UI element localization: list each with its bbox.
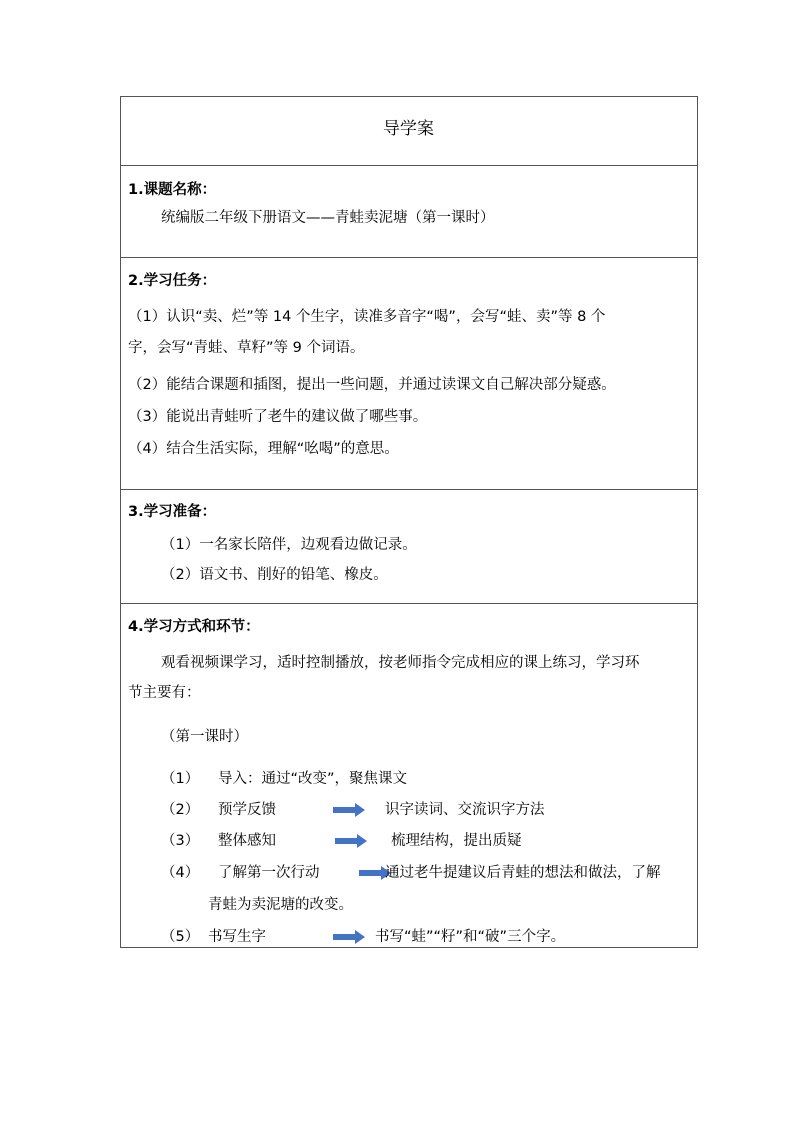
step-number: （5） [161, 929, 200, 945]
section-topic [121, 166, 697, 258]
arrow-right-icon [333, 803, 365, 817]
step-number: （2） [161, 802, 200, 818]
prep-heading: 3.学习准备： [128, 504, 217, 520]
step-detail-continued: 青蛙为卖泥塘的改变。 [208, 897, 353, 913]
topic-content: 统编版二年级下册语文——青蛙卖泥塘（第一课时） [161, 210, 495, 226]
task-item-4: （4）结合生活实际，理解“吆喝”的意思。 [128, 441, 399, 457]
step-label: 书写生字 [208, 929, 266, 945]
task-item-1-line-2: 字，会写“青蛙、草籽”等 9 个词语。 [128, 340, 365, 356]
task-item-3: （3）能说出青蛙听了老牛的建议做了哪些事。 [128, 409, 428, 425]
prep-item-2: （2）语文书、削好的铅笔、橡皮。 [161, 567, 388, 583]
step-number: （1） [161, 771, 200, 787]
step-number: （4） [161, 865, 200, 881]
title-row [121, 97, 697, 166]
arrow-right-icon [335, 834, 367, 848]
task-item-2: （2）能结合课题和插图，提出一些问题，并通过读课文自己解决部分疑惑。 [128, 377, 616, 393]
method-intro-line-2: 节主要有： [128, 685, 201, 701]
step-label: 整体感知 [218, 833, 276, 849]
step-detail: 通过老牛提建议后青蛙的想法和做法，了解 [385, 865, 661, 881]
step-label: 预学反馈 [218, 802, 276, 818]
section-method [121, 604, 697, 947]
section-prep [121, 490, 697, 604]
step-detail: 梳理结构，提出质疑 [391, 833, 522, 849]
step-label: 导入：通过“改变”，聚焦课文 [218, 771, 408, 787]
arrow-right-icon [333, 930, 365, 944]
tasks-heading: 2.学习任务： [128, 273, 217, 289]
step-label: 了解第一次行动 [218, 865, 320, 881]
lesson-label: （第一课时） [161, 729, 248, 745]
prep-item-1: （1）一名家长陪伴，边观看边做记录。 [161, 537, 417, 553]
page-title: 导学案 [383, 119, 434, 139]
method-intro-line-1: 观看视频课学习，适时控制播放，按老师指令完成相应的课上练习，学习环 [161, 655, 640, 671]
topic-heading: 1.课题名称： [128, 182, 217, 198]
step-detail: 书写“蛙”“籽”和“破”三个字。 [375, 929, 566, 945]
method-heading: 4.学习方式和环节： [128, 619, 260, 635]
step-detail: 识字读词、交流识字方法 [385, 802, 545, 818]
lesson-plan-table [120, 96, 698, 948]
step-number: （3） [161, 833, 200, 849]
task-item-1-line-1: （1）认识“卖、烂”等 14 个生字，读准多音字“喝”，会写“蛙、卖”等 8 个 [128, 309, 606, 325]
section-tasks [121, 258, 697, 490]
